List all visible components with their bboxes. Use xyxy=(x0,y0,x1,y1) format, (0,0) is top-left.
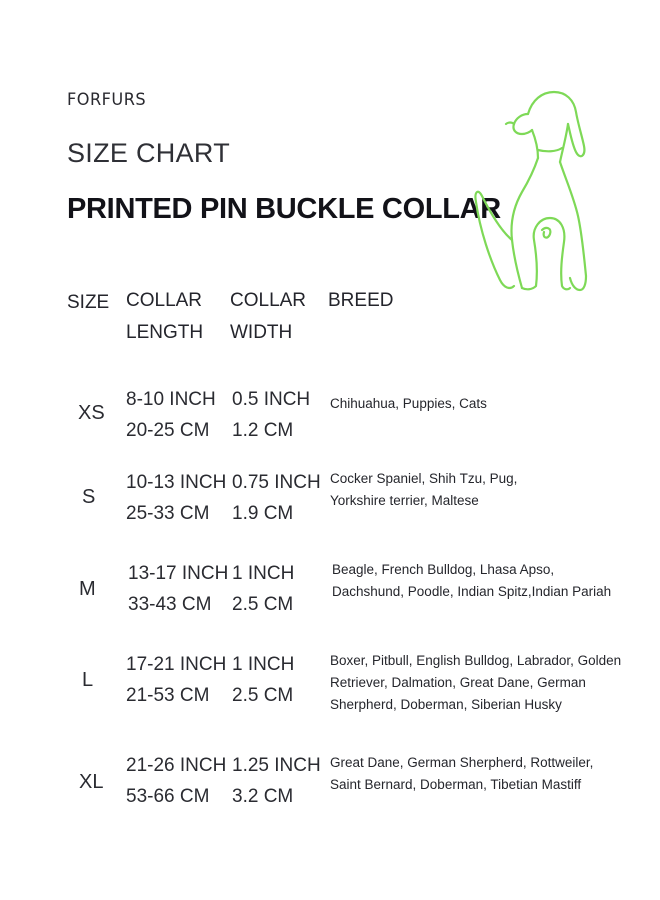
width-inch: 1 INCH xyxy=(232,654,295,675)
breed-line: Dachshund, Poodle, Indian Spitz,Indian Pariah xyxy=(332,584,612,599)
length-cm: 21-53 CM xyxy=(126,685,210,706)
breed-line: Boxer, Pitbull, English Bulldog, Labrador, Golden xyxy=(330,653,622,668)
breed-cell xyxy=(330,468,620,512)
brand-logo: FORFURS xyxy=(67,90,147,110)
length-cm: 33-43 CM xyxy=(128,594,212,615)
length-inch: 10-13 INCH xyxy=(126,472,227,493)
length-inch: 17-21 INCH xyxy=(126,654,227,675)
breed-cell xyxy=(330,752,620,796)
collar-width-cell xyxy=(232,649,294,711)
breed-cell xyxy=(332,559,622,603)
breed-line: Saint Bernard, Doberman, Tibetian Mastiff xyxy=(330,777,582,792)
length-cm: 53-66 CM xyxy=(126,786,210,807)
width-cm: 1.9 CM xyxy=(232,503,294,524)
collar-length-cell xyxy=(126,649,226,711)
collar-width-cell xyxy=(232,750,321,812)
collar-width-cell xyxy=(232,384,310,446)
header-size: SIZE xyxy=(67,292,110,313)
breed-line: Cocker Spaniel, Shih Tzu, Pug, xyxy=(330,471,518,486)
collar-width-cell xyxy=(232,558,294,620)
length-inch: 21-26 INCH xyxy=(126,755,227,776)
size-label: M xyxy=(79,578,96,600)
breed-line: Great Dane, German Sherpherd, Rottweiler, xyxy=(330,755,594,770)
doc-title: SIZE CHART xyxy=(67,138,231,168)
header-collar-length-line-2: LENGTH xyxy=(126,322,204,343)
breed-cell xyxy=(330,393,620,415)
width-inch: 0.5 INCH xyxy=(232,389,311,410)
breed-line: Retriever, Dalmation, Great Dane, German xyxy=(330,675,586,690)
breed-line: Yorkshire terrier, Maltese xyxy=(330,493,479,508)
length-inch: 13-17 INCH xyxy=(128,563,229,584)
breed-line: Beagle, French Bulldog, Lhasa Apso, xyxy=(332,562,555,577)
collar-length-cell xyxy=(126,467,226,529)
header-breed: BREED xyxy=(328,290,394,311)
header-collar-length-line-1: COLLAR xyxy=(126,290,203,311)
width-cm: 2.5 CM xyxy=(232,594,294,615)
collar-length-cell xyxy=(126,750,226,812)
header-collar-width-line-2: WIDTH xyxy=(230,322,293,343)
header-collar-length xyxy=(126,285,203,349)
width-inch: 1 INCH xyxy=(232,563,295,584)
size-label: XL xyxy=(79,771,104,793)
width-cm: 1.2 CM xyxy=(232,420,294,441)
product-title: PRINTED PIN BUCKLE COLLAR xyxy=(67,193,501,225)
collar-length-cell xyxy=(126,384,216,446)
width-inch: 1.25 INCH xyxy=(232,755,321,776)
width-inch: 0.75 INCH xyxy=(232,472,321,493)
size-label: L xyxy=(82,669,94,691)
width-cm: 3.2 CM xyxy=(232,786,294,807)
breed-line: Chihuahua, Puppies, Cats xyxy=(330,396,487,411)
breed-line: Sherpherd, Doberman, Siberian Husky xyxy=(330,697,562,712)
collar-length-cell xyxy=(128,558,228,620)
breed-cell xyxy=(330,650,620,716)
collar-width-cell xyxy=(232,467,321,529)
header-collar-width xyxy=(230,285,306,349)
width-cm: 2.5 CM xyxy=(232,685,294,706)
length-cm: 25-33 CM xyxy=(126,503,210,524)
size-label: S xyxy=(82,486,96,508)
header-collar-width-line-1: COLLAR xyxy=(230,290,307,311)
dog-outline-icon xyxy=(470,80,590,296)
length-cm: 20-25 CM xyxy=(126,420,210,441)
size-label: XS xyxy=(78,402,105,424)
length-inch: 8-10 INCH xyxy=(126,389,216,410)
